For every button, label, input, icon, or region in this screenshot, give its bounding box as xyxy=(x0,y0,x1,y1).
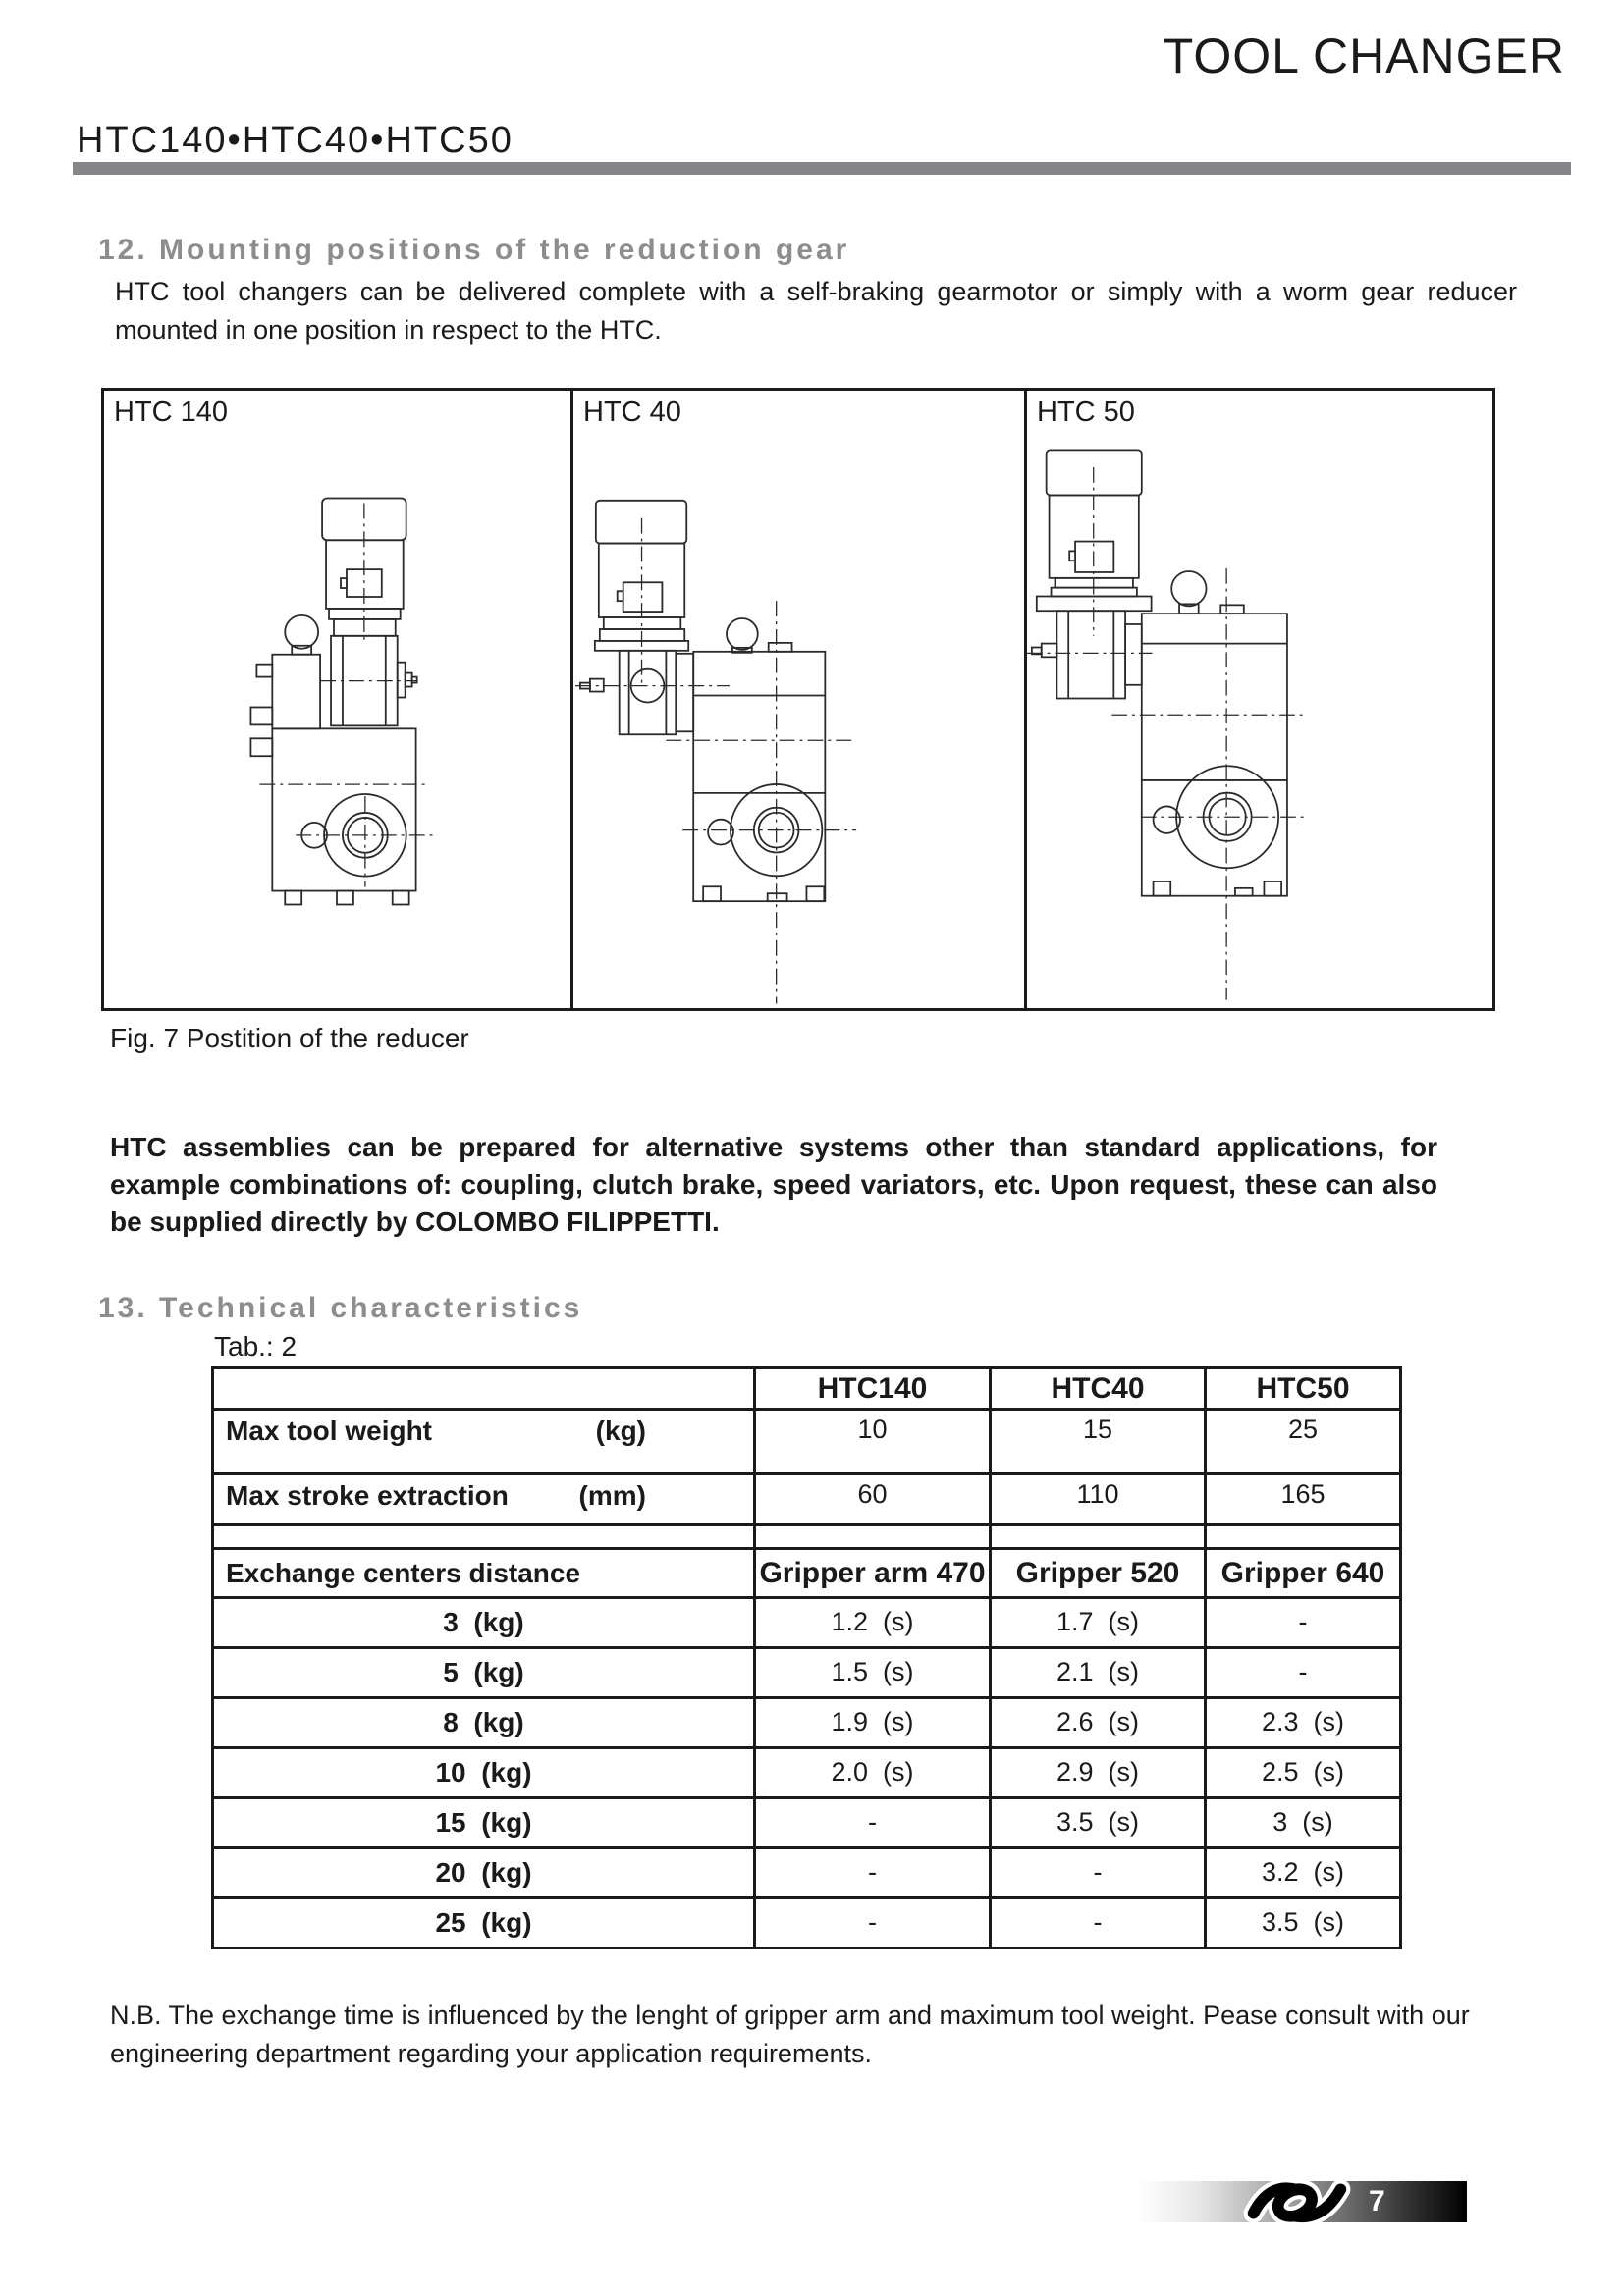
column-header-gripper-520: Gripper 520 xyxy=(991,1549,1206,1598)
section12-paragraph: HTC tool changers can be delivered complete with a self-braking gearmotor or simply with a worm gear reducer mounted in one position in respect to the HTC. xyxy=(115,277,1517,345)
spec-label: Max stroke extraction xyxy=(226,1480,509,1511)
table-row xyxy=(213,1648,1401,1698)
panel-label-htc140: HTC 140 xyxy=(114,397,229,428)
table-cell: 15 xyxy=(991,1410,1206,1474)
table-row xyxy=(213,1848,1401,1898)
header-rule xyxy=(73,162,1571,175)
htc40-body xyxy=(693,652,825,901)
table-cell: 2.9 (s) xyxy=(991,1748,1206,1798)
table-cell: 1.9 (s) xyxy=(755,1698,991,1748)
spec-unit: (kg) xyxy=(595,1415,646,1446)
table-row xyxy=(213,1474,1401,1525)
table-row xyxy=(213,1798,1401,1848)
table-cell xyxy=(213,1525,755,1549)
nb-note-paragraph: N.B. The exchange time is influenced by the lenght of gripper arm and maximum tool weight. Pease consult with our engineering department regarding your application requirements. xyxy=(110,2001,1470,2068)
htc140-eyebolt xyxy=(285,615,318,655)
table-row xyxy=(213,1748,1401,1798)
htc50-eyebolt xyxy=(1171,571,1244,614)
weight-label: 8 (kg) xyxy=(213,1698,755,1748)
figure-panel-htc140 xyxy=(104,391,570,1008)
table-cell: 3.5 (s) xyxy=(991,1798,1206,1848)
table-cell: 10 xyxy=(755,1410,991,1474)
table-cell: 3.5 (s) xyxy=(1206,1898,1401,1949)
htc50-drawing xyxy=(1027,391,1492,1008)
spacer-row xyxy=(213,1525,1401,1549)
table-cell: - xyxy=(755,1898,991,1949)
table-row xyxy=(213,1898,1401,1949)
table-cell: - xyxy=(991,1848,1206,1898)
exchange-header-label: Exchange centers distance xyxy=(213,1549,755,1598)
figure-7 xyxy=(101,388,1495,1011)
table-cell: 1.2 (s) xyxy=(755,1598,991,1648)
table-row xyxy=(213,1698,1401,1748)
table-cell: 60 xyxy=(755,1474,991,1525)
column-header-htc140: HTC140 xyxy=(755,1368,991,1410)
table-cell: 2.1 (s) xyxy=(991,1648,1206,1698)
table-cell: - xyxy=(1206,1648,1401,1698)
row-label xyxy=(213,1474,755,1525)
table-cell: 2.3 (s) xyxy=(1206,1698,1401,1748)
htc50-body xyxy=(1142,614,1287,896)
htc140-gearbox xyxy=(331,636,417,726)
panel-label-htc50: HTC 50 xyxy=(1037,397,1135,428)
table-cell xyxy=(991,1525,1206,1549)
section13-heading: 13. Technical characteristics xyxy=(98,1292,583,1324)
panel-label-htc40: HTC 40 xyxy=(583,397,681,428)
table-cell: 3 (s) xyxy=(1206,1798,1401,1848)
colombo-filippetti-logo xyxy=(1239,2165,1355,2238)
table-cell: 110 xyxy=(991,1474,1206,1525)
table-row xyxy=(213,1410,1401,1474)
table-cell: 2.5 (s) xyxy=(1206,1748,1401,1798)
figure-panel-htc40 xyxy=(570,391,1024,1008)
table-cell: 2.6 (s) xyxy=(991,1698,1206,1748)
table-cell: - xyxy=(755,1848,991,1898)
column-header-htc40: HTC40 xyxy=(991,1368,1206,1410)
table-header-row xyxy=(213,1368,1401,1410)
models-header: HTC140•HTC40•HTC50 xyxy=(77,120,514,161)
weight-label: 10 (kg) xyxy=(213,1748,755,1798)
bold-note-paragraph: HTC assemblies can be prepared for alternative systems other than standard applications, for example combinations of: coupling, clutch brake, speed variators, etc. Upon request, these can also be supplied directly by COLOMBO FILIPPETTI. xyxy=(110,1132,1437,1237)
htc40-drawing xyxy=(573,391,1024,1008)
page-title: TOOL CHANGER xyxy=(1163,28,1565,83)
column-header-gripper-470: Gripper arm 470 xyxy=(755,1549,991,1598)
spec-unit: (mm) xyxy=(578,1480,646,1511)
table-cell xyxy=(755,1525,991,1549)
htc50-centerlines xyxy=(1027,467,1309,1000)
htc140-drawing xyxy=(104,391,570,1008)
table-cell: 3.2 (s) xyxy=(1206,1848,1401,1898)
table-cell: - xyxy=(1206,1598,1401,1648)
htc40-gearbox xyxy=(580,651,693,734)
table-label: Tab.: 2 xyxy=(214,1331,298,1362)
weight-label: 25 (kg) xyxy=(213,1898,755,1949)
page-number: 7 xyxy=(1369,2185,1385,2217)
table-cell: 25 xyxy=(1206,1410,1401,1474)
figure-caption: Fig. 7 Postition of the reducer xyxy=(110,1023,469,1053)
column-header-htc50: HTC50 xyxy=(1206,1368,1401,1410)
column-header-gripper-640: Gripper 640 xyxy=(1206,1549,1401,1598)
table-cell xyxy=(213,1368,755,1410)
table-cell xyxy=(1206,1525,1401,1549)
table-cell: 2.0 (s) xyxy=(755,1748,991,1798)
figure-panel-htc50 xyxy=(1024,391,1492,1008)
htc50-gearbox xyxy=(1032,611,1142,698)
section12-heading: 12. Mounting positions of the reduction gear xyxy=(98,234,850,266)
weight-label: 5 (kg) xyxy=(213,1648,755,1698)
weight-label: 3 (kg) xyxy=(213,1598,755,1648)
table-cell: 1.5 (s) xyxy=(755,1648,991,1698)
technical-characteristics-table xyxy=(211,1366,1402,1949)
table-cell: - xyxy=(991,1898,1206,1949)
table-cell: - xyxy=(755,1798,991,1848)
table-row xyxy=(213,1598,1401,1648)
weight-label: 20 (kg) xyxy=(213,1848,755,1898)
htc40-eyebolt xyxy=(727,618,792,653)
exchange-header-row xyxy=(213,1549,1401,1598)
row-label xyxy=(213,1410,755,1474)
spec-label: Max tool weight xyxy=(226,1415,432,1446)
weight-label: 15 (kg) xyxy=(213,1798,755,1848)
table-cell: 1.7 (s) xyxy=(991,1598,1206,1648)
table-cell: 165 xyxy=(1206,1474,1401,1525)
